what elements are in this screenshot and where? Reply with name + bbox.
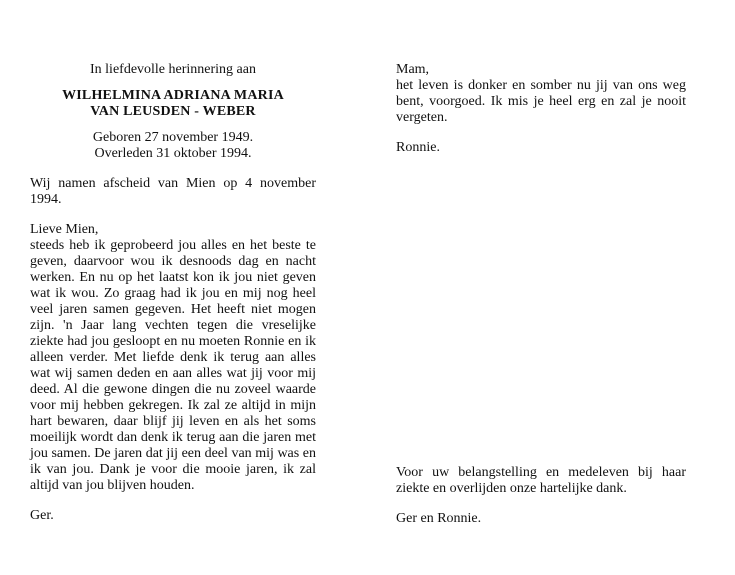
spacer	[30, 120, 316, 130]
message-salutation: Mam,	[396, 62, 430, 77]
letter-greeting: Lieve Mien,	[30, 222, 99, 237]
spacer	[30, 162, 316, 176]
spacer	[396, 126, 686, 140]
spacer	[396, 497, 686, 511]
left-column	[30, 62, 316, 524]
intro-line: In liefdevolle herinnering aan	[90, 62, 256, 77]
acknowledgement-block	[396, 465, 686, 527]
spacer	[30, 494, 316, 508]
birth-date: Geboren 27 november 1949.	[92, 130, 254, 145]
letter-body: steeds heb ik geprobeerd jou alles en het beste te geven, daarvoor wou ik desnoods dag en nacht werken. En nu op het laatst kon ik jou niet geven wat ik wou. Zo graag had ik jou en mij nog heel veel jaren samen gegeven. Het heeft niet mogen zijn. 'n Jaar lang vechten tegen die vreselijke ziekte had jou gesloopt en nu moeten Ronnie en ik alleen verder. Met liefde denk ik terug aan alles wat wij samen deden en aan alles wat jij voor mij deed. Al die gewone dingen die nu zoveel waarde voor mij hebben gekregen. Ik zal ze altijd in mijn hart bewaren, daar blijf jij leven en als het soms moeilijk wordt dan denk ik terug aan die jaren met jou samen. De jaren dat jij een deel van mij was en ik van jou. Dank je voor die mooie jaren, ik zal altijd van jou blijven houden.	[30, 238, 316, 493]
deceased-name-line1: WILHELMINA ADRIANA MARIA	[62, 88, 284, 103]
right-column	[396, 62, 686, 156]
thanks-text: Voor uw belangstelling en medeleven bij haar ziekte en overlijden onze hartelijke dank.	[396, 465, 686, 496]
spacer	[30, 78, 316, 88]
spacer	[30, 208, 316, 222]
message-body: het leven is donker en somber nu jij van ons weg bent, voorgoed. Ik mis je heel erg en zal je nooit vergeten.	[396, 78, 686, 125]
message-signature: Ronnie.	[396, 140, 440, 155]
closing-signature: Ger en Ronnie.	[396, 511, 482, 526]
letter-signature: Ger.	[30, 508, 54, 523]
farewell-text: Wij namen afscheid van Mien op 4 november 1994.	[30, 176, 316, 207]
death-date: Overleden 31 oktober 1994.	[94, 146, 252, 161]
deceased-name-line2: VAN LEUSDEN - WEBER	[90, 104, 256, 119]
